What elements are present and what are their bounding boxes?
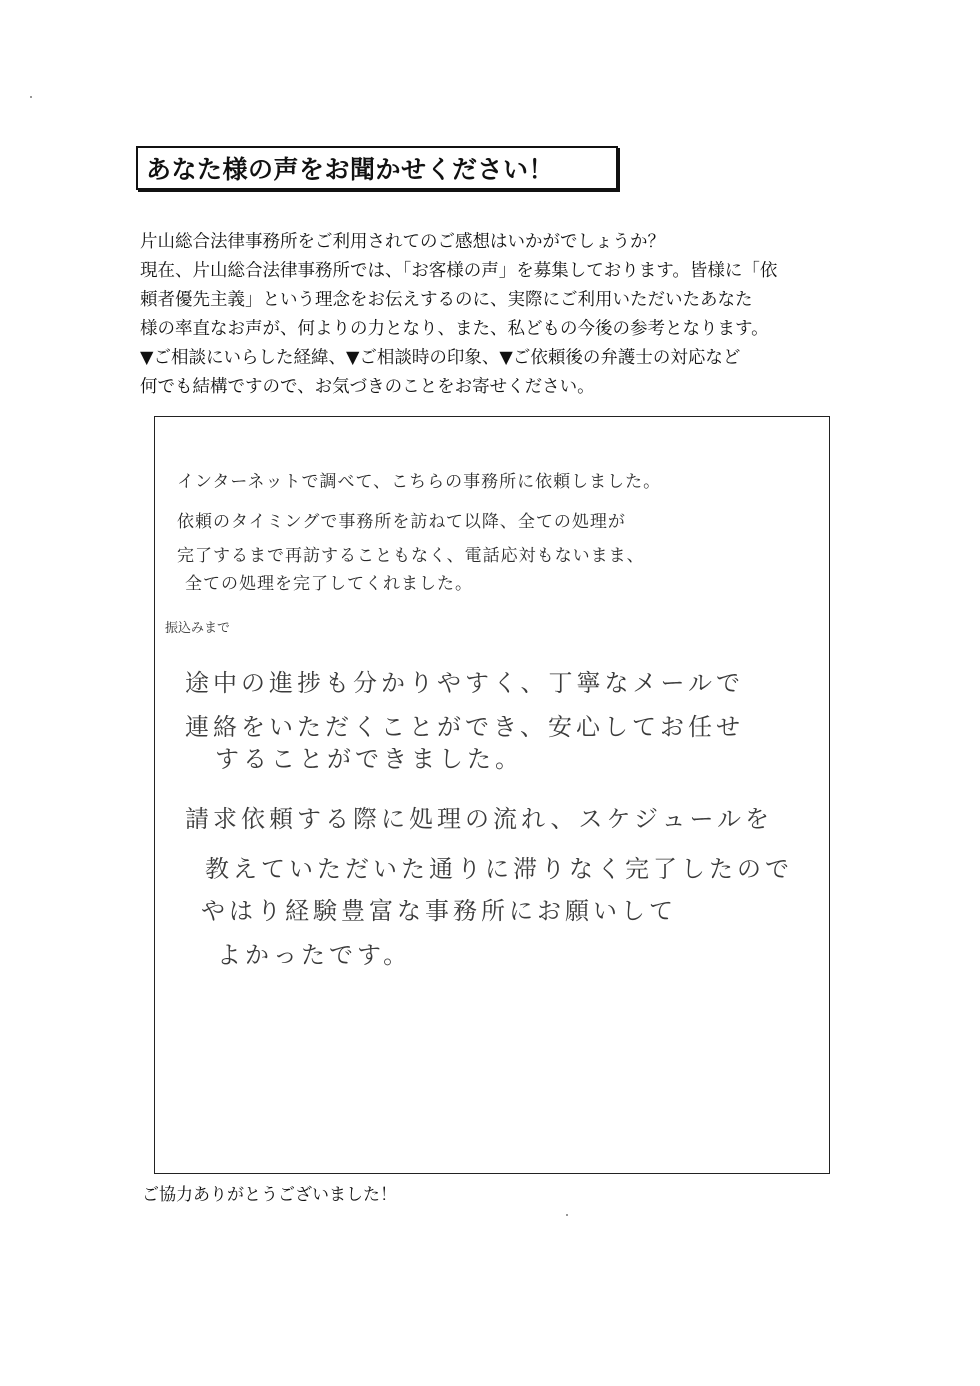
scan-speck [30, 96, 32, 98]
handwritten-line: 依頼のタイミングで事務所を訪ねて以降、全ての処理が [177, 512, 626, 532]
handwritten-note: 振込みまで [165, 621, 231, 636]
handwritten-line: 全ての処理を完了してくれました。 [185, 574, 473, 594]
intro-line: 何でも結構ですので、お気づきのことをお寄せください。 [140, 377, 595, 397]
handwritten-line: 途中の進捗も分かりやすく、丁寧なメールで [185, 669, 745, 697]
comment-box [154, 416, 830, 1174]
handwritten-line: インターネットで調べて、こちらの事務所に依頼しました。 [177, 472, 662, 492]
thanks-message: ご協力ありがとうございました！ [142, 1185, 397, 1205]
handwritten-line: よかったです。 [217, 941, 412, 969]
title-box [136, 146, 618, 190]
handwritten-line: やはり経験豊富な事務所にお願いして [201, 897, 677, 925]
handwritten-line: 教えていただいた通りに滞りなく完了したので [205, 855, 793, 883]
intro-text [140, 228, 860, 402]
handwritten-line: 請求依頼する際に処理の流れ、スケジュールを [185, 805, 773, 833]
intro-line: 現在、片山総合法律事務所では、「お客様の声」を募集しております。皆様に「依 [140, 261, 778, 281]
handwritten-line: 連絡をいただくことができ、安心してお任せ [185, 713, 745, 741]
intro-line: 様の率直なお声が、何よりの力となり、また、私どもの今後の参考となります。 [140, 319, 769, 339]
scan-speck [566, 1214, 568, 1216]
intro-line: 頼者優先主義」という理念をお伝えするのに、実際にご利用いただいたあなた [140, 290, 753, 310]
intro-line: 片山総合法律事務所をご利用されてのご感想はいかがでしょうか？ [140, 232, 665, 252]
intro-line: ▼ご相談にいらした経緯、▼ご相談時の印象、▼ご依頼後の弁護士の対応など [140, 348, 741, 368]
page-title: あなた様の声をお聞かせください！ [146, 155, 555, 184]
handwritten-line: することができました。 [215, 745, 523, 773]
handwritten-line: 完了するまで再訪することもなく、電話応対もないまま、 [177, 546, 645, 566]
